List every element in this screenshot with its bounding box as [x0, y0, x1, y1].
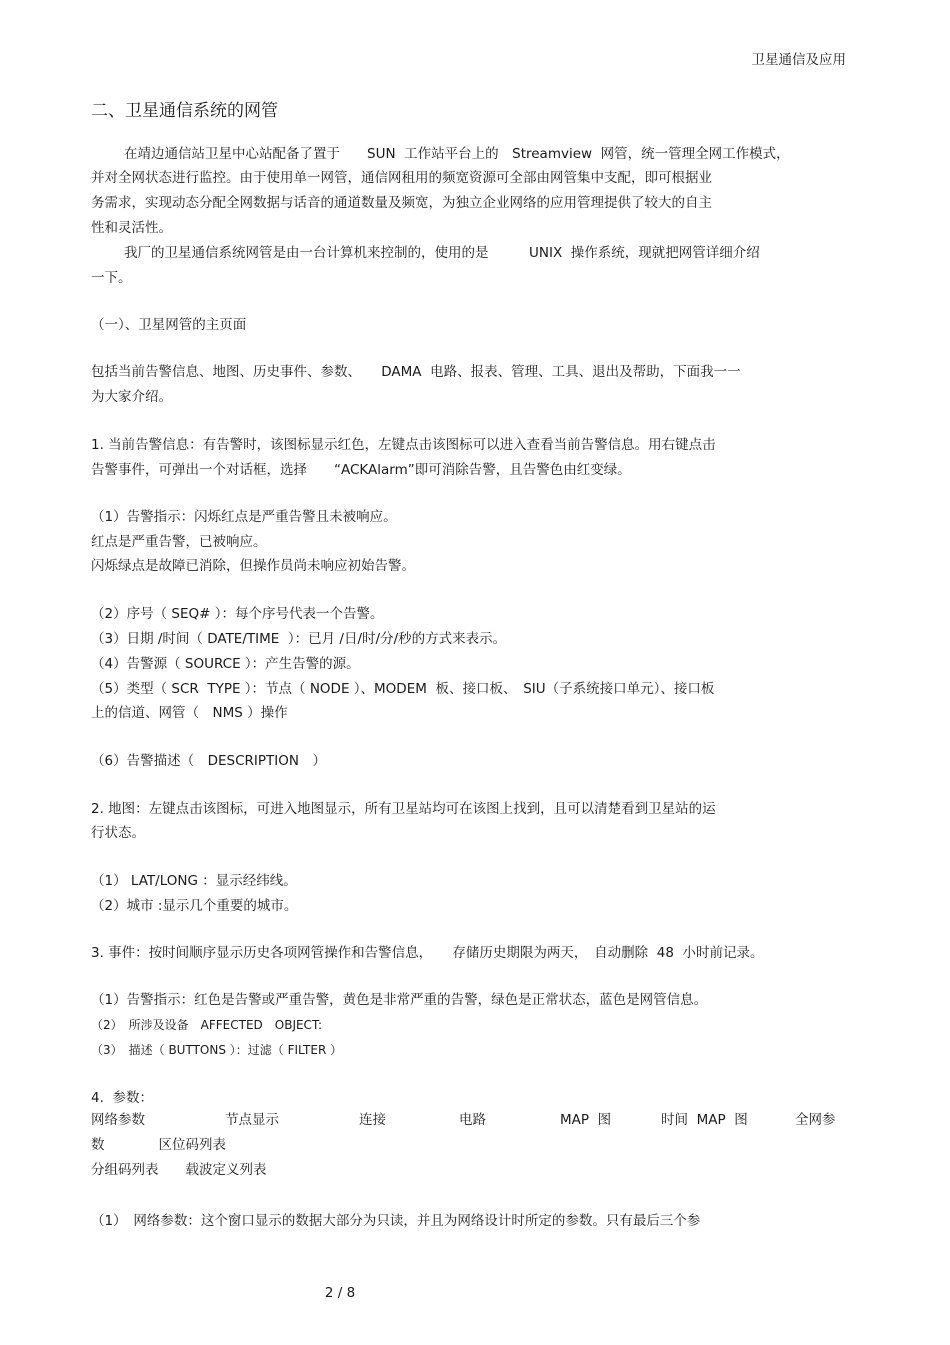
list-item: 红点是严重告警，已被响应。 — [91, 534, 267, 550]
list-item: （1） 网络参数：这个窗口显示的数据大部分为只读，并且为网络设计时所定的参数。只有最后三个参 — [91, 1213, 701, 1229]
page-number: 2 / 8 — [324, 1285, 356, 1301]
paragraph-line: 告警事件，可弹出一个对话框，选择 “ACKAlarm”即可消除告警，且告警色由红变绿。 — [91, 462, 631, 478]
paragraph-line: 为大家介绍。 — [91, 389, 172, 405]
list-item: （2）序号（ SEQ# ）：每个序号代表一个告警。 — [91, 606, 384, 622]
param-label: 节点显示 — [225, 1112, 279, 1128]
param-label: 电路 — [459, 1112, 486, 1128]
paragraph-line: 1. 当前告警信息：有告警时，该图标显示红色，左键点击该图标可以进入查看当前告警信息。用右键点击 — [91, 437, 716, 453]
param-label: 网络参数 — [91, 1112, 145, 1128]
list-item: （2）城市 :显示几个重要的城市。 — [91, 898, 298, 914]
running-header: 卫星通信及应用 — [751, 52, 846, 68]
list-item: （2） 所涉及设备 AFFECTED OBJECT: — [91, 1018, 322, 1032]
paragraph-line: 并对全网状态进行监控。由于使用单一网管，通信网租用的频宽资源可全部由网管集中支配，即可根据业 — [91, 170, 712, 186]
list-item: （1）告警指示：闪烁红点是严重告警且未被响应。 — [91, 509, 397, 525]
subsection-heading: （一）、卫星网管的主页面 — [91, 317, 247, 333]
paragraph-line: 务需求，实现动态分配全网数据与话音的通道数量及频宽，为独立企业网络的应用管理提供了较大的自主 — [91, 195, 712, 211]
paragraph-line: 在靖边通信站卫星中心站配备了置于 SUN 工作站平台上的 Streamview 网管，统一管理全网工作模式， — [124, 146, 790, 162]
paragraph-line: 数 区位码列表 — [91, 1137, 226, 1153]
list-item: （3）日期 /时间（ DATE/TIME ）：已月 /日/时/分/秒的方式来表示。 — [91, 631, 507, 647]
list-item: 闪烁绿点是故障已消除，但操作员尚未响应初始告警。 — [91, 558, 415, 574]
list-item: （6）告警描述（ DESCRIPTION ） — [91, 753, 326, 769]
param-label: 全网参 — [795, 1112, 836, 1128]
param-label: MAP 图 — [560, 1112, 612, 1128]
param-label: 时间 MAP 图 — [661, 1112, 748, 1128]
section-title: 二、卫星通信系统的网管 — [91, 101, 278, 121]
list-item: （1）告警指示：红色是告警或严重告警，黄色是非常严重的告警，绿色是正常状态，蓝色是网管信息。 — [91, 992, 708, 1008]
list-item: （1） LAT/LONG ：显示经纬线。 — [91, 873, 297, 889]
paragraph-line: 我厂的卫星通信系统网管是由一台计算机来控制的，使用的是 UNIX 操作系统，现就把网管详细介绍 — [124, 245, 760, 261]
param-label: 连接 — [359, 1112, 386, 1128]
paragraph-line: 分组码列表 载波定义列表 — [91, 1162, 267, 1178]
list-item: 上的信道、网管（ NMS ）操作 — [91, 705, 288, 721]
paragraph-line: 性和灵活性。 — [91, 220, 172, 236]
paragraph-line: 2. 地图：左键点击该图标，可进入地图显示，所有卫星站均可在该图上找到，且可以清楚看到卫星站的运 — [91, 801, 716, 817]
list-item: （5）类型（ SCR TYPE ）：节点（ NODE ）、MODEM 板、接口板、 SIU（子系统接口单元）、接口板 — [91, 681, 715, 697]
list-item: （3） 描述（ BUTTONS ）：过滤（ FILTER ） — [91, 1043, 343, 1057]
paragraph-line: 行状态。 — [91, 825, 145, 841]
paragraph-line: 包括当前告警信息、地图、历史事件、参数、 DAMA 电路、报表、管理、工具、退出及帮助，下面我一一 — [91, 364, 741, 380]
paragraph-line: 3. 事件：按时间顺序显示历史各项网管操作和告警信息， 存储历史期限为两天， 自动删除 48 小时前记录。 — [91, 945, 764, 961]
paragraph-line: 4. 参数： — [91, 1090, 153, 1106]
list-item: （4）告警源（ SOURCE ）：产生告警的源。 — [91, 656, 360, 672]
paragraph-line: 一下。 — [91, 270, 132, 286]
